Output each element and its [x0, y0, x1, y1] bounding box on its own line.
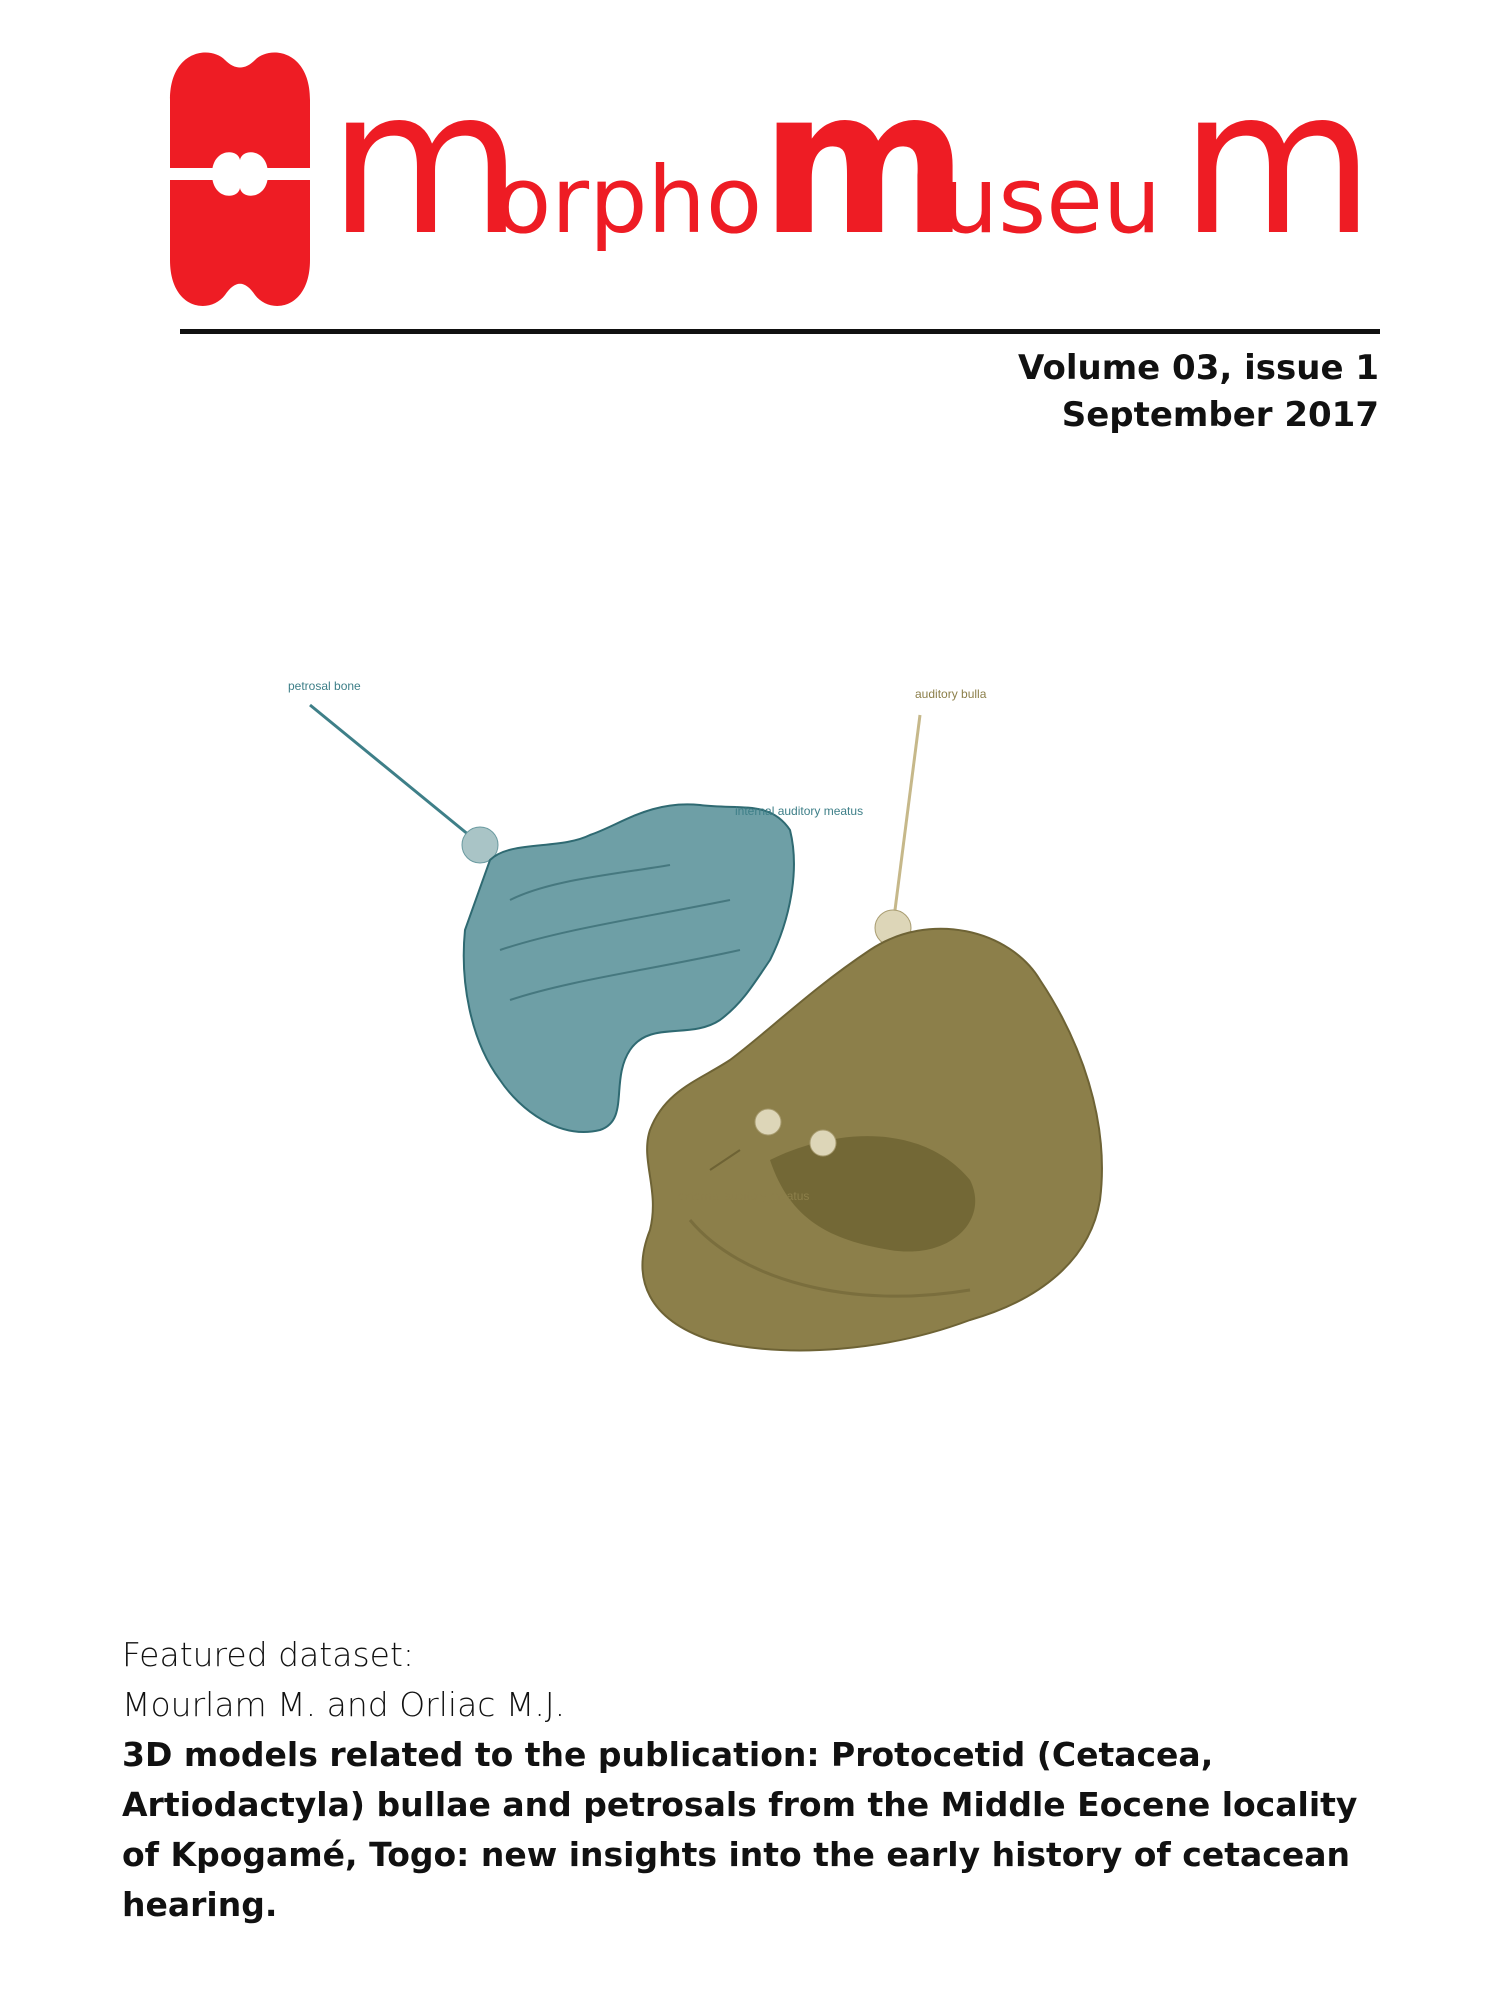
header-rule: [180, 329, 1380, 334]
featured-dataset: [122, 1630, 1402, 1930]
tooth-logo-icon: [165, 53, 315, 306]
name-useu: useu: [940, 147, 1162, 254]
name-m3: m: [1180, 47, 1375, 280]
label-petrosal-bone: petrosal bone: [288, 679, 361, 693]
name-m1: m: [328, 47, 523, 280]
journal-logo: [150, 40, 1380, 330]
featured-authors: Mourlam M. and Orliac M.J.: [122, 1685, 566, 1724]
label-auditory-bulla: auditory bulla: [915, 687, 987, 701]
featured-title: 3D models related to the publication: Protocetid (Cetacea, Artiodactyla) bullae and petrosals from the Middle Eocene locality of Kpogamé, Togo: new insights into the early history of cetacean hearing.: [122, 1735, 1358, 1924]
featured-heading: Featured dataset:: [122, 1635, 415, 1674]
bulla-pointer: [895, 715, 920, 910]
journal-name: [328, 47, 1375, 280]
issue-info: [1018, 345, 1379, 439]
cover-figure: [270, 660, 1130, 1420]
name-orpho: orpho: [495, 147, 763, 254]
label-internal-auditory-meatus: internal auditory meatus: [735, 804, 864, 818]
volume-line: Volume 03, issue 1: [1018, 348, 1379, 388]
name-m2: m: [760, 47, 969, 280]
label-external-auditory-meatus: external auditory meatus: [678, 1189, 810, 1203]
date-line: September 2017: [1061, 395, 1379, 435]
petrosal-pointer: [310, 705, 475, 840]
